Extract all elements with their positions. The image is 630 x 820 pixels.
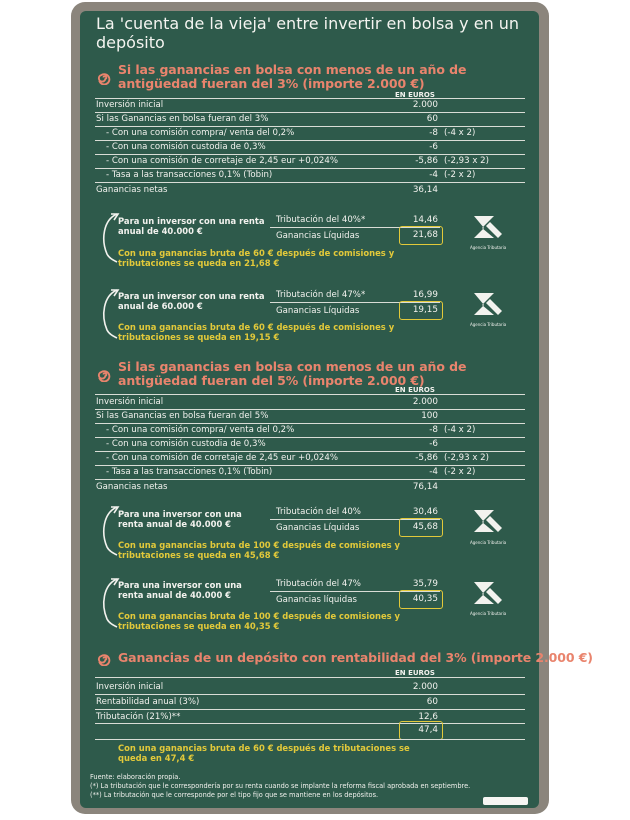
divider xyxy=(95,451,525,452)
row-label: Si las Ganancias en bolsa fueran del 5% xyxy=(96,411,269,421)
row-label: - Con una comisión de corretaje de 2,45 eur +0,024% xyxy=(106,453,339,463)
page-title: La 'cuenta de la vieja' entre invertir en bolsa y en un depósito xyxy=(96,14,520,52)
case-note: Con una ganancias bruta de 100 € después de comisiones y tributaciones se queda en 40,35 € xyxy=(118,611,400,631)
row-extra: (-4 x 2) xyxy=(444,128,476,138)
divider xyxy=(95,437,525,438)
tax-value: 35,79 xyxy=(412,579,438,589)
divider xyxy=(95,479,525,480)
spiral-bullet-icon xyxy=(96,70,111,85)
row-value: 76,14 xyxy=(412,482,438,492)
divider xyxy=(95,394,525,395)
divider xyxy=(95,677,525,678)
row-label: - Con una comisión custodia de 0,3% xyxy=(106,142,266,152)
section-heading: Si las ganancias en bolsa con menos de un año de antigüedad fueran del 3% (importe 2.000 €) xyxy=(118,62,467,91)
row-extra: (-2 x 2) xyxy=(444,170,476,180)
chalk-piece xyxy=(483,797,528,805)
divider xyxy=(95,126,525,127)
investor-label: Para un inversor con una renta anual de 40.000 € xyxy=(118,216,265,236)
divider xyxy=(95,112,525,113)
row-value: -4 xyxy=(429,170,438,180)
row-label: Inversión inicial xyxy=(96,397,164,407)
case-note: Con una ganancias bruta de 100 € después de comisiones y tributaciones se queda en 45,68 € xyxy=(118,540,400,560)
divider xyxy=(95,182,525,183)
row-value: -5,86 xyxy=(415,453,438,463)
net-value: 45,68 xyxy=(412,522,438,532)
row-label: - Con una comisión compra/ venta del 0,2% xyxy=(106,128,295,138)
logo-caption: Agencia Tributaria xyxy=(470,540,507,545)
row-extra: (-2 x 2) xyxy=(444,467,476,477)
divider xyxy=(95,423,525,424)
unit-label: EN EUROS xyxy=(395,386,435,394)
footnote: (**) La tributación que le corresponde por el tipo fijo que se mantiene en los depósitos. xyxy=(90,791,379,799)
row-value: -8 xyxy=(429,425,438,435)
section-heading: Ganancias de un depósito con rentabilidad del 3% (importe 2.000 €) xyxy=(118,650,593,665)
footnote-source: Fuente: elaboración propia. xyxy=(90,773,181,781)
row-label: Ganancias netas xyxy=(96,482,168,492)
agencia-tributaria-logo-icon xyxy=(470,212,506,242)
investor-label: Para una inversor con una renta anual de 40.000 € xyxy=(118,580,242,600)
divider xyxy=(95,154,525,155)
row-label: Si las Ganancias en bolsa fueran del 3% xyxy=(96,114,269,124)
row-label: Ganancias netas xyxy=(96,185,168,195)
row-value: 2.000 xyxy=(412,682,438,692)
net-value: 40,35 xyxy=(412,594,438,604)
row-value: -4 xyxy=(429,467,438,477)
divider xyxy=(95,465,525,466)
divider xyxy=(95,709,525,710)
net-label: Ganancias Líquidas xyxy=(276,523,360,533)
logo-caption: Agencia Tributaria xyxy=(470,245,507,250)
divider xyxy=(95,694,525,695)
row-value: 36,14 xyxy=(412,185,438,195)
case-note: Con una ganancias bruta de 60 € después de comisiones y tributaciones se queda en 19,15 € xyxy=(118,322,395,342)
divider xyxy=(95,98,525,99)
row-label: Tributación (21%)** xyxy=(96,712,181,722)
unit-label: EN EUROS xyxy=(395,91,435,99)
investor-label: Para una inversor con una renta anual de 40.000 € xyxy=(118,509,242,529)
row-value: -6 xyxy=(429,439,438,449)
logo-caption: Agencia Tributaria xyxy=(470,322,507,327)
row-value: 100 xyxy=(421,411,438,421)
row-value: -5,86 xyxy=(415,156,438,166)
footnote: (*) La tributación que le correspondería por su renta cuando se implante la reforma fiscal aprobada en septiembre. xyxy=(90,782,471,790)
row-label: - Con una comisión de corretaje de 2,45 eur +0,024% xyxy=(106,156,339,166)
row-value: 60 xyxy=(426,697,438,707)
unit-label: EN EUROS xyxy=(395,669,435,677)
net-value: 19,15 xyxy=(412,305,438,315)
result-value: 47,4 xyxy=(418,725,438,735)
row-value: -6 xyxy=(429,142,438,152)
divider xyxy=(95,409,525,410)
divider xyxy=(95,739,525,740)
net-value: 21,68 xyxy=(412,230,438,240)
tax-label: Tributación del 40%* xyxy=(276,215,366,225)
case-note: Con una ganancias bruta de 60 € después de tributaciones se queda en 47,4 € xyxy=(118,743,410,763)
divider xyxy=(95,723,525,724)
agencia-tributaria-logo-icon xyxy=(470,578,506,608)
investor-label: Para un inversor con una renta anual de 60.000 € xyxy=(118,291,265,311)
net-label: Ganancias líquidas xyxy=(276,595,357,605)
row-value: 2.000 xyxy=(412,100,438,110)
row-value: -8 xyxy=(429,128,438,138)
tax-value: 30,46 xyxy=(412,507,438,517)
row-label: - Tasa a las transacciones 0,1% (Tobin) xyxy=(106,170,273,180)
row-extra: (-2,93 x 2) xyxy=(444,453,489,463)
row-value: 12,6 xyxy=(418,712,438,722)
net-label: Ganancias Líquidas xyxy=(276,231,360,241)
row-extra: (-2,93 x 2) xyxy=(444,156,489,166)
logo-caption: Agencia Tributaria xyxy=(470,611,507,616)
row-extra: (-4 x 2) xyxy=(444,425,476,435)
tax-label: Tributación del 47% xyxy=(276,579,361,589)
row-label: - Con una comisión compra/ venta del 0,2% xyxy=(106,425,295,435)
tax-label: Tributación del 40% xyxy=(276,507,361,517)
row-value: 2.000 xyxy=(412,397,438,407)
tax-label: Tributación del 47%* xyxy=(276,290,366,300)
row-label: - Tasa a las transacciones 0,1% (Tobin) xyxy=(106,467,273,477)
net-label: Ganancias Líquidas xyxy=(276,306,360,316)
agencia-tributaria-logo-icon xyxy=(470,506,506,536)
row-value: 60 xyxy=(426,114,438,124)
row-label: - Con una comisión custodia de 0,3% xyxy=(106,439,266,449)
spiral-bullet-icon xyxy=(96,367,111,382)
section-heading: Si las ganancias en bolsa con menos de un año de antigüedad fueran del 5% (importe 2.000 €) xyxy=(118,359,467,388)
row-label: Rentabilidad anual (3%) xyxy=(96,697,200,707)
agencia-tributaria-logo-icon xyxy=(470,289,506,319)
spiral-bullet-icon xyxy=(96,651,111,666)
case-note: Con una ganancias bruta de 60 € después de comisiones y tributaciones se queda en 21,68 € xyxy=(118,248,395,268)
tax-value: 16,99 xyxy=(412,290,438,300)
row-label: Inversión inicial xyxy=(96,682,164,692)
divider xyxy=(95,140,525,141)
row-label: Inversión inicial xyxy=(96,100,164,110)
tax-value: 14,46 xyxy=(412,215,438,225)
divider xyxy=(95,168,525,169)
